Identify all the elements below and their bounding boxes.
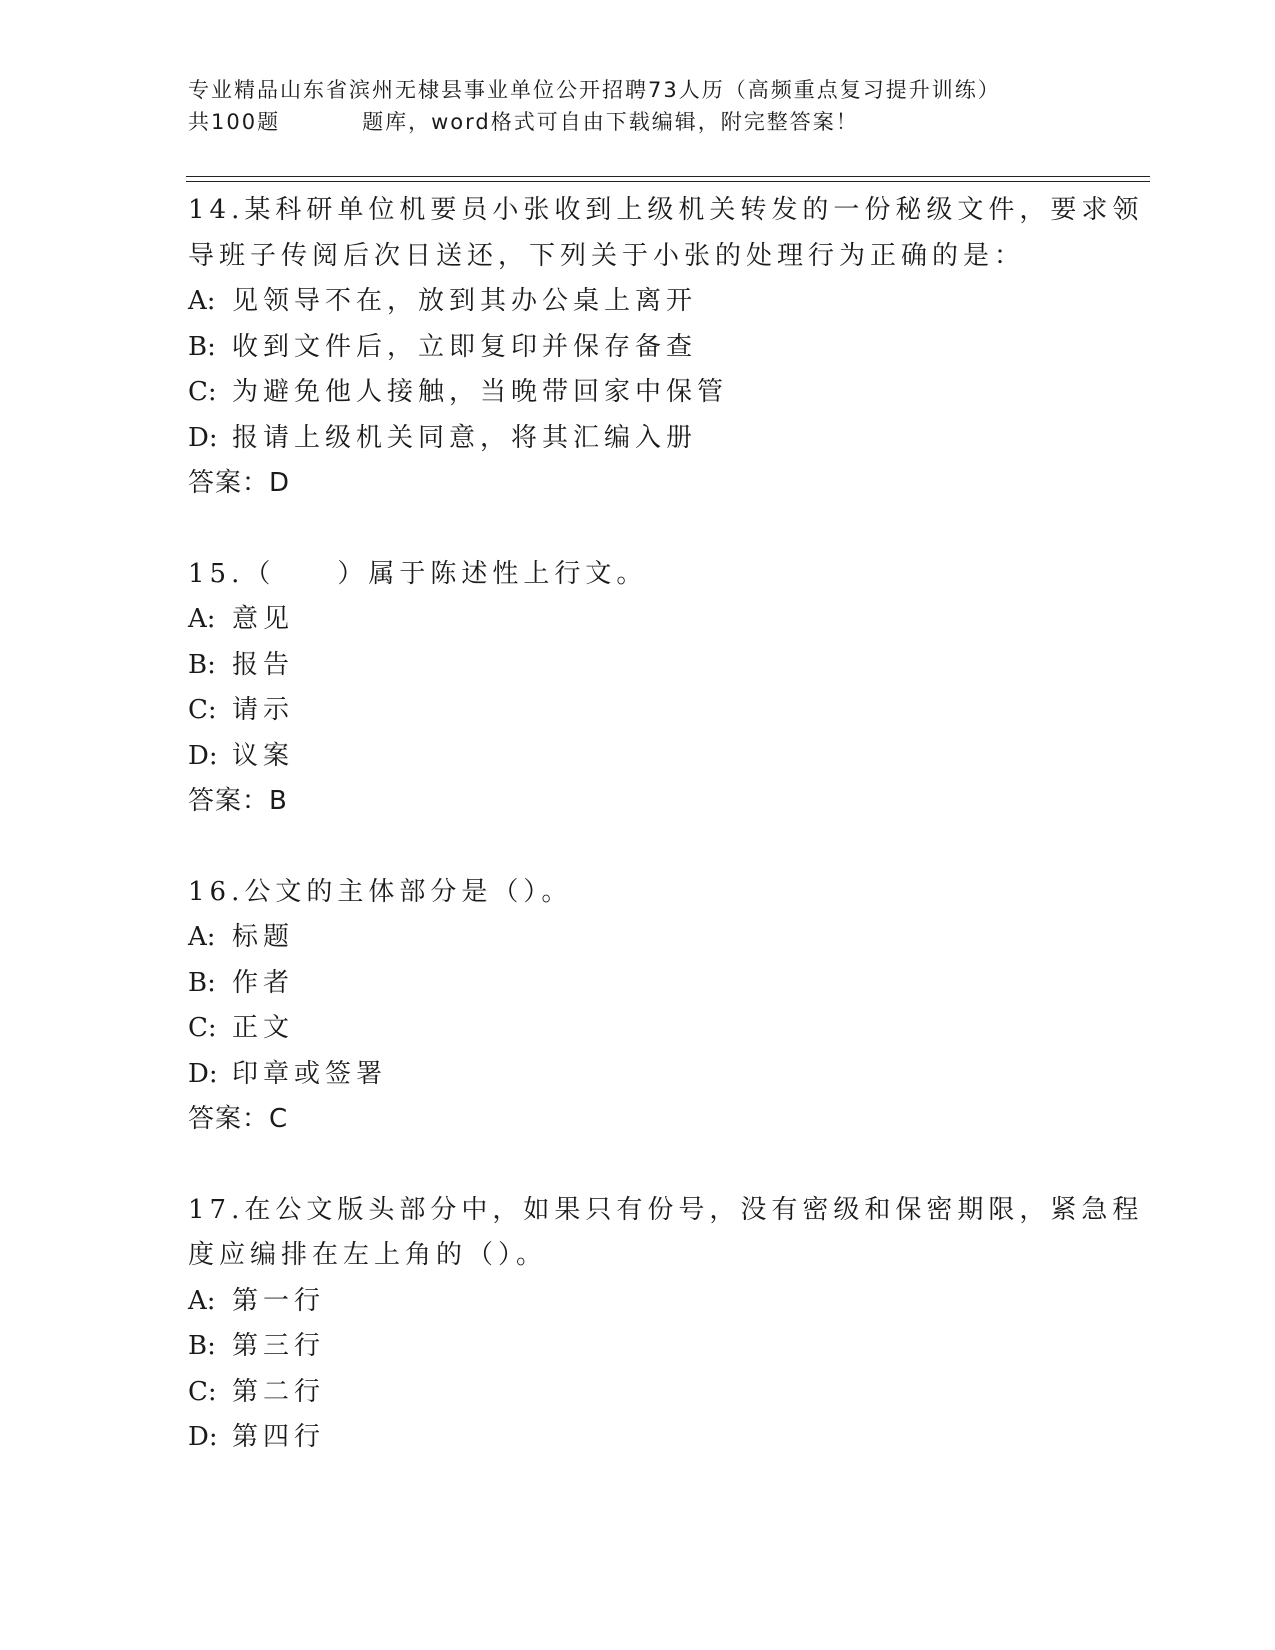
header-divider-bottom: [186, 181, 1150, 182]
question-stem-line: 14.某科研单位机要员小张收到上级机关转发的一份秘级文件，要求领: [188, 195, 1144, 225]
option-b: [188, 643, 1088, 689]
option-d: [188, 416, 1088, 462]
option-text: 见领导不在，放到其办公桌上离开: [232, 286, 698, 316]
option-text: 第二行: [232, 1376, 326, 1407]
option-tag: A:: [188, 1285, 216, 1316]
question-stem: [188, 552, 1088, 598]
option-c: [188, 688, 1088, 734]
option-tag: B:: [188, 649, 216, 680]
question-stem: [188, 188, 1144, 279]
question-stem-line: 17.在公文版头部分中，如果只有份号，没有密级和保密期限，紧急程: [188, 1194, 1144, 1225]
option-text: 第三行: [232, 1331, 326, 1361]
option-tag: D:: [188, 740, 218, 771]
question-stem-line: 导班子传阅后次日送还，下列关于小张的处理行为正确的是：: [188, 240, 1026, 271]
option-text: 报告: [232, 649, 295, 680]
option-text: 议案: [232, 740, 295, 771]
option-text: 标题: [232, 922, 295, 952]
option-tag: D:: [188, 422, 218, 453]
option-b: [188, 325, 1088, 371]
option-text: 作者: [232, 967, 295, 998]
answer-line: 答案：C: [188, 1104, 289, 1134]
option-tag: C:: [188, 1376, 217, 1407]
option-text: 收到文件后，立即复印并保存备查: [232, 331, 698, 362]
option-text: 请示: [232, 695, 295, 725]
option-d: [188, 1415, 1088, 1461]
option-a: [188, 279, 1088, 325]
option-text: 印章或签署: [232, 1058, 388, 1089]
question-stem-line: 度应编排在左上角的（）。: [188, 1240, 548, 1270]
question-block: [188, 870, 1088, 1143]
option-text: 第一行: [232, 1285, 326, 1316]
question-list: [188, 188, 1144, 1506]
option-a: [188, 915, 1088, 961]
option-text: 意见: [232, 604, 295, 634]
question-stem: [188, 1188, 1144, 1279]
option-c: [188, 1006, 1088, 1052]
option-tag: A:: [188, 604, 216, 634]
option-tag: D:: [188, 1058, 218, 1089]
option-text: 为避免他人接触，当晚带回家中保管: [232, 377, 729, 407]
option-tag: A:: [188, 922, 216, 952]
question-stem-line: 16.公文的主体部分是（）。: [188, 876, 573, 907]
header-divider-top: [186, 176, 1150, 177]
answer-line: 答案：D: [188, 468, 291, 498]
option-d: [188, 734, 1088, 780]
question-block: [188, 188, 1144, 507]
question-block: [188, 1188, 1144, 1461]
document-header: [188, 74, 1088, 138]
option-tag: C:: [188, 695, 217, 725]
option-a: [188, 1279, 1088, 1325]
header-title-line2: [188, 106, 1088, 138]
option-tag: C:: [188, 377, 217, 407]
option-tag: D:: [188, 1422, 218, 1452]
option-text: 正文: [232, 1013, 295, 1043]
option-tag: B:: [188, 967, 216, 998]
option-b: [188, 1324, 1088, 1370]
option-text: 第四行: [232, 1422, 326, 1452]
header-description: 题库，word格式可自由下载编辑，附完整答案！: [362, 110, 859, 134]
option-text: 报请上级机关同意，将其汇编入册: [232, 422, 698, 453]
option-tag: A:: [188, 286, 216, 316]
option-c: [188, 1370, 1088, 1416]
answer-line: 答案：B: [188, 786, 288, 816]
header-question-count: 共100题: [188, 110, 281, 134]
option-c: [188, 370, 1088, 416]
option-b: [188, 961, 1088, 1007]
option-d: [188, 1052, 1088, 1098]
option-tag: C:: [188, 1013, 217, 1043]
question-stem: [188, 870, 1088, 916]
question-block: [188, 552, 1088, 825]
question-stem-line: 15.（ ）属于陈述性上行文。: [188, 558, 648, 589]
option-tag: B:: [188, 331, 216, 362]
header-title-line1: 专业精品山东省滨州无棣县事业单位公开招聘73人历（高频重点复习提升训练）: [188, 78, 1001, 102]
option-a: [188, 597, 1088, 643]
option-tag: B:: [188, 1331, 216, 1361]
